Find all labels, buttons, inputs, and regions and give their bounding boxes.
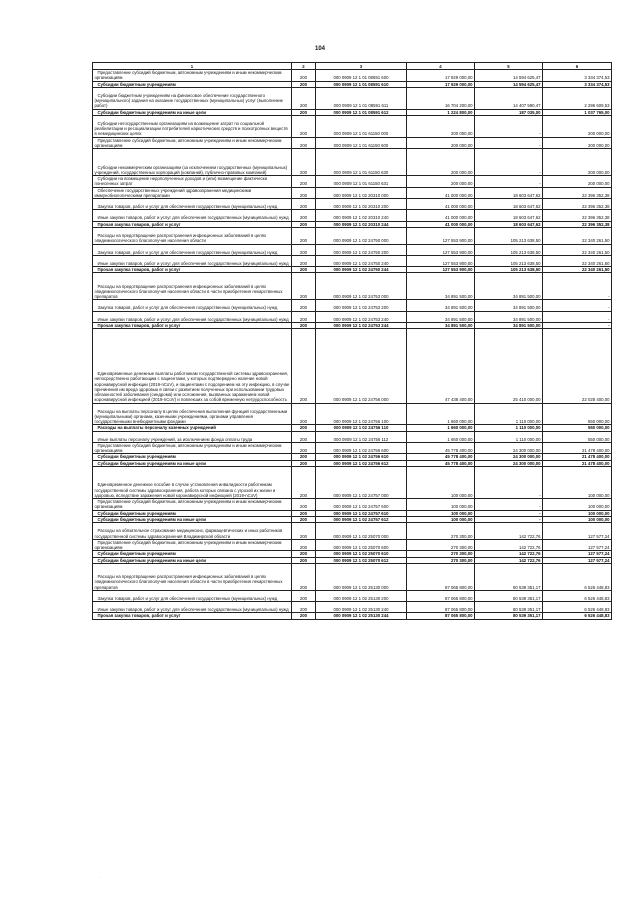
budget-code-cell: 000 0909 12 1 02 24753 000: [316, 273, 407, 300]
budget-code-cell: 000 0909 12 1 02 20310 200: [316, 199, 407, 210]
page-number: 104: [314, 46, 325, 52]
column-header: 6: [543, 63, 612, 70]
assigned-amount-cell: 270 300,00: [407, 557, 475, 563]
column-header: 1: [93, 63, 292, 70]
row-code-cell: 200: [292, 176, 316, 188]
row-code-cell: 200: [292, 187, 316, 199]
table-row: [93, 255, 612, 266]
unexecuted-amount-cell: 100 000,00: [543, 516, 612, 522]
assigned-amount-cell: 47 438 400,00: [407, 329, 475, 403]
row-name-cell: Прочая закупка товаров, работ и услуг: [93, 267, 292, 273]
executed-amount-cell: 142 722,76: [475, 557, 543, 563]
unexecuted-amount-cell: 22 396 352,38: [543, 199, 612, 210]
budget-code-cell: 000 0909 12 1 02 25130 000: [316, 563, 407, 590]
table-row: [93, 227, 612, 244]
table-row: [93, 300, 612, 311]
unexecuted-amount-cell: 100 000,00: [543, 499, 612, 511]
budget-code-cell: 000 0909 12 1 01 61150 631: [316, 176, 407, 188]
assigned-amount-cell: 17 929 000,00: [407, 70, 475, 82]
unexecuted-amount-cell: 200 000,00: [543, 149, 612, 176]
assigned-amount-cell: 100 000,00: [407, 499, 475, 511]
assigned-amount-cell: 17 929 000,00: [407, 81, 475, 87]
assigned-amount-cell: 87 065 800,00: [407, 590, 475, 601]
unexecuted-amount-cell: -: [543, 273, 612, 300]
executed-amount-cell: 142 722,76: [475, 551, 543, 557]
table-row: [93, 403, 612, 425]
row-code-cell: 200: [292, 539, 316, 551]
assigned-amount-cell: 200 000,00: [407, 176, 475, 188]
assigned-amount-cell: 270 300,00: [407, 539, 475, 551]
budget-code-cell: 000 0909 12 1 02 25070 612: [316, 557, 407, 563]
budget-code-cell: 000 0909 12 1 02 24756 600: [316, 442, 407, 454]
table-row: [93, 557, 612, 563]
executed-amount-cell: 14 594 625,47: [475, 70, 543, 82]
table-row: [93, 590, 612, 601]
budget-code-cell: 000 0909 12 1 02 24756 100: [316, 403, 407, 425]
unexecuted-amount-cell: 22 340 261,50: [543, 267, 612, 273]
budget-code-cell: 000 0909 12 1 02 24750 240: [316, 255, 407, 266]
row-name-cell: Иные выплаты персоналу учреждений, за исключением фонда оплаты труда: [93, 431, 292, 442]
row-name-cell: Предоставление субсидий бюджетным, автономным учреждениям и иным некоммерческим организациям: [93, 70, 292, 82]
row-name-cell: Иные закупки товаров, работ и услуг для обеспечения государственных (муниципальных) нужд: [93, 255, 292, 266]
unexecuted-amount-cell: 2 296 609,53: [543, 87, 612, 109]
row-name-cell: Субсидии бюджетным учреждениям: [93, 551, 292, 557]
budget-code-cell: 000 0909 12 1 02 24753 240: [316, 311, 407, 322]
assigned-amount-cell: 45 778 400,00: [407, 460, 475, 466]
executed-amount-cell: -: [475, 115, 543, 137]
column-header: 4: [407, 63, 475, 70]
column-header: 2: [292, 63, 316, 70]
table-row: [93, 551, 612, 557]
assigned-amount-cell: 41 000 000,00: [407, 210, 475, 221]
unexecuted-amount-cell: 100 000,00: [543, 466, 612, 498]
row-code-cell: 200: [292, 81, 316, 87]
budget-code-cell: 000 0909 12 1 02 24756 610: [316, 454, 407, 460]
executed-amount-cell: 1 110 000,00: [475, 425, 543, 431]
row-name-cell: Субсидии бюджетным учреждениям на иные цели: [93, 460, 292, 466]
table-row: [93, 109, 612, 115]
row-code-cell: 200: [292, 311, 316, 322]
table-row: [93, 323, 612, 329]
table-row: [93, 115, 612, 137]
row-name-cell: Закупка товаров, работ и услуг для обеспечения государственных (муниципальных) нужд: [93, 590, 292, 601]
unexecuted-amount-cell: 21 478 400,00: [543, 454, 612, 460]
row-code-cell: 200: [292, 613, 316, 619]
row-code-cell: 200: [292, 499, 316, 511]
budget-code-cell: 000 0909 12 1 02 24753 244: [316, 323, 407, 329]
budget-code-cell: 000 0909 12 1 02 20310 244: [316, 221, 407, 227]
budget-code-cell: 000 0909 12 1 01 08591 611: [316, 87, 407, 109]
assigned-amount-cell: 1 224 800,00: [407, 109, 475, 115]
row-code-cell: 200: [292, 255, 316, 266]
row-name-cell: Расходы на обязательное страхование медицинских, фармацевтических и иных работников государственной системы здравоохранения Владимирской области: [93, 523, 292, 540]
table-body: [93, 70, 612, 620]
executed-amount-cell: 187 035,00: [475, 109, 543, 115]
assigned-amount-cell: 41 000 000,00: [407, 199, 475, 210]
unexecuted-amount-cell: 21 478 400,00: [543, 442, 612, 454]
table-row: [93, 311, 612, 322]
assigned-amount-cell: 45 778 400,00: [407, 442, 475, 454]
budget-code-cell: 000 0909 12 1 01 61150 600: [316, 137, 407, 149]
unexecuted-amount-cell: 6 526 448,83: [543, 563, 612, 590]
table-row: [93, 210, 612, 221]
row-code-cell: 200: [292, 199, 316, 210]
row-code-cell: 200: [292, 466, 316, 498]
executed-amount-cell: 1 110 000,00: [475, 403, 543, 425]
budget-code-cell: 000 0909 12 1 02 20310 240: [316, 210, 407, 221]
table-row: [93, 149, 612, 176]
row-name-cell: Предоставление субсидий бюджетным, автономным учреждениям и иным некоммерческим организациям: [93, 539, 292, 551]
table-row: [93, 454, 612, 460]
row-code-cell: 200: [292, 221, 316, 227]
row-name-cell: Прочая закупка товаров, работ и услуг: [93, 323, 292, 329]
assigned-amount-cell: 1 660 000,00: [407, 403, 475, 425]
assigned-amount-cell: 127 553 900,00: [407, 255, 475, 266]
unexecuted-amount-cell: 22 340 261,50: [543, 227, 612, 244]
unexecuted-amount-cell: 200 000,00: [543, 137, 612, 149]
budget-code-cell: 000 0909 12 1 01 61150 000: [316, 115, 407, 137]
row-name-cell: Субсидии бюджетным учреждениям: [93, 81, 292, 87]
table-row: [93, 221, 612, 227]
table-row: [93, 273, 612, 300]
budget-code-cell: 000 0909 12 1 01 08591 610: [316, 81, 407, 87]
budget-code-cell: 000 0909 12 1 02 24756 110: [316, 425, 407, 431]
row-code-cell: 200: [292, 244, 316, 255]
table-row: [93, 539, 612, 551]
unexecuted-amount-cell: 22 396 352,38: [543, 221, 612, 227]
budget-code-cell: 000 0909 12 1 02 24756 112: [316, 431, 407, 442]
executed-amount-cell: 34 891 500,00: [475, 323, 543, 329]
assigned-amount-cell: 100 000,00: [407, 510, 475, 516]
assigned-amount-cell: 34 891 500,00: [407, 273, 475, 300]
table-row: [93, 199, 612, 210]
row-name-cell: Расходы на предотвращение распространения инфекционных заболеваний в целях эпидемиологического благополучия населения области: [93, 227, 292, 244]
unexecuted-amount-cell: 100 000,00: [543, 510, 612, 516]
assigned-amount-cell: 16 704 200,00: [407, 87, 475, 109]
executed-amount-cell: 18 603 647,62: [475, 210, 543, 221]
table-row: [93, 499, 612, 511]
budget-code-cell: 000 0909 12 1 02 25070 610: [316, 551, 407, 557]
row-code-cell: 200: [292, 70, 316, 82]
assigned-amount-cell: 127 553 900,00: [407, 227, 475, 244]
row-name-cell: Субсидии на возмещение недополученных доходов и (или) возмещение фактически понесенных затрат: [93, 176, 292, 188]
executed-amount-cell: 105 213 638,50: [475, 244, 543, 255]
unexecuted-amount-cell: 200 000,00: [543, 115, 612, 137]
assigned-amount-cell: 45 778 400,00: [407, 454, 475, 460]
unexecuted-amount-cell: 6 526 448,83: [543, 590, 612, 601]
executed-amount-cell: 18 603 647,62: [475, 187, 543, 199]
budget-code-cell: 000 0909 12 1 02 25130 244: [316, 613, 407, 619]
budget-code-cell: 000 0909 12 1 02 24750 000: [316, 227, 407, 244]
assigned-amount-cell: 87 065 800,00: [407, 613, 475, 619]
unexecuted-amount-cell: -: [543, 300, 612, 311]
row-name-cell: Субсидии бюджетным учреждениям: [93, 454, 292, 460]
unexecuted-amount-cell: -: [543, 311, 612, 322]
executed-amount-cell: 80 539 351,17: [475, 613, 543, 619]
executed-amount-cell: 105 213 638,50: [475, 267, 543, 273]
table-row: [93, 176, 612, 188]
executed-amount-cell: 24 300 000,00: [475, 460, 543, 466]
row-code-cell: 200: [292, 300, 316, 311]
row-name-cell: Расходы на выплаты персоналу казенных учреждений: [93, 425, 292, 431]
row-code-cell: 200: [292, 87, 316, 109]
unexecuted-amount-cell: 1 037 765,00: [543, 109, 612, 115]
budget-code-cell: 000 0909 12 1 02 25130 240: [316, 602, 407, 613]
row-name-cell: Субсидии некоммерческим организациям (за исключением государственных (муниципальных) учреждений, государственных корпораций (компаний), публично-правовых компаний): [93, 149, 292, 176]
executed-amount-cell: 80 539 351,17: [475, 590, 543, 601]
corner-mark: .: [100, 874, 102, 879]
executed-amount-cell: 105 213 638,50: [475, 255, 543, 266]
executed-amount-cell: 1 110 000,00: [475, 431, 543, 442]
budget-code-cell: 000 0909 12 1 02 24756 612: [316, 460, 407, 466]
row-code-cell: 200: [292, 454, 316, 460]
row-name-cell: Иные закупки товаров, работ и услуг для обеспечения государственных (муниципальных) нужд: [93, 602, 292, 613]
unexecuted-amount-cell: 127 577,24: [543, 557, 612, 563]
row-name-cell: Расходы на выплаты персоналу в целях обеспечения выполнения функций государственными (муниципальными) органами, казенными учреждениями, органами управления государственными внебюджетными фондами: [93, 403, 292, 425]
executed-amount-cell: -: [475, 499, 543, 511]
executed-amount-cell: 142 722,76: [475, 539, 543, 551]
assigned-amount-cell: 41 000 000,00: [407, 187, 475, 199]
table-row: [93, 523, 612, 540]
unexecuted-amount-cell: 200 000,00: [543, 176, 612, 188]
row-code-cell: 200: [292, 329, 316, 403]
unexecuted-amount-cell: 550 000,00: [543, 425, 612, 431]
budget-code-cell: 000 0909 12 1 01 61150 630: [316, 149, 407, 176]
row-name-cell: Предоставление субсидий бюджетным, автономным учреждениям и иным некоммерческим организациям: [93, 137, 292, 149]
table-row: [93, 602, 612, 613]
assigned-amount-cell: 1 660 000,00: [407, 425, 475, 431]
unexecuted-amount-cell: 3 334 374,53: [543, 81, 612, 87]
row-name-cell: Прочая закупка товаров, работ и услуг: [93, 613, 292, 619]
row-name-cell: Субсидии негосударственным организациям на возмещение затрат по социальной реабилитации и ресоциализации потребителей наркотических средств и психотропных веществ в немедицинских целях: [93, 115, 292, 137]
executed-amount-cell: 14 594 625,47: [475, 81, 543, 87]
budget-code-cell: 000 0909 12 1 02 24756 000: [316, 329, 407, 403]
row-code-cell: 200: [292, 115, 316, 137]
row-name-cell: Единовременное денежное пособие в случае установления инвалидности работникам государственной системы здравоохранения, работа которых связана с угрозой их жизни и здоровью, вследствие заражения новой коронавирусной инфекцией (2019-nCoV): [93, 466, 292, 498]
row-code-cell: 200: [292, 137, 316, 149]
assigned-amount-cell: 200 000,00: [407, 137, 475, 149]
executed-amount-cell: -: [475, 510, 543, 516]
row-name-cell: Расходы на предотвращение распространения инфекционных заболеваний в целях эпидемиологического благополучия населения области в части приобретения лекарственных препаратов: [93, 273, 292, 300]
row-name-cell: Прочая закупка товаров, работ и услуг: [93, 221, 292, 227]
row-code-cell: 200: [292, 590, 316, 601]
unexecuted-amount-cell: 3 334 374,53: [543, 70, 612, 82]
row-name-cell: Расходы на предотвращение распространения инфекционных заболеваний в целях эпидемиологического благополучия населения области в части приобретения лекарственных препаратов: [93, 563, 292, 590]
assigned-amount-cell: 87 065 800,00: [407, 563, 475, 590]
budget-code-cell: 000 0909 12 1 02 24757 000: [316, 466, 407, 498]
row-code-cell: 200: [292, 563, 316, 590]
row-name-cell: Иные закупки товаров, работ и услуг для обеспечения государственных (муниципальных) нужд: [93, 311, 292, 322]
budget-code-cell: 000 0909 12 1 02 24757 612: [316, 516, 407, 522]
unexecuted-amount-cell: 22 028 400,00: [543, 329, 612, 403]
row-code-cell: 200: [292, 210, 316, 221]
budget-code-cell: 000 0909 12 1 02 24750 244: [316, 267, 407, 273]
table-row: [93, 442, 612, 454]
executed-amount-cell: 142 722,76: [475, 523, 543, 540]
unexecuted-amount-cell: 550 000,00: [543, 431, 612, 442]
executed-amount-cell: 105 213 638,50: [475, 227, 543, 244]
budget-code-cell: 000 0909 12 1 02 20310 000: [316, 187, 407, 199]
unexecuted-amount-cell: 127 577,24: [543, 539, 612, 551]
assigned-amount-cell: 127 553 900,00: [407, 267, 475, 273]
row-name-cell: Предоставление субсидий бюджетным, автономным учреждениям и иным некоммерческим организациям: [93, 499, 292, 511]
executed-amount-cell: 18 603 647,62: [475, 221, 543, 227]
executed-amount-cell: 34 891 500,00: [475, 311, 543, 322]
unexecuted-amount-cell: 22 340 261,50: [543, 244, 612, 255]
unexecuted-amount-cell: 21 478 400,00: [543, 460, 612, 466]
assigned-amount-cell: 34 891 500,00: [407, 300, 475, 311]
table-row: [93, 460, 612, 466]
executed-amount-cell: -: [475, 137, 543, 149]
row-code-cell: 200: [292, 442, 316, 454]
budget-code-cell: 000 0909 12 1 02 24750 200: [316, 244, 407, 255]
budget-code-cell: 000 0909 12 1 02 25070 000: [316, 523, 407, 540]
assigned-amount-cell: 34 891 500,00: [407, 311, 475, 322]
assigned-amount-cell: 34 891 500,00: [407, 323, 475, 329]
table-row: [93, 244, 612, 255]
executed-amount-cell: 24 300 000,00: [475, 442, 543, 454]
row-code-cell: 200: [292, 425, 316, 431]
column-header: 3: [316, 63, 407, 70]
row-code-cell: 200: [292, 227, 316, 244]
row-name-cell: Субсидии бюджетным учреждениям на иные цели: [93, 109, 292, 115]
table-row: [93, 187, 612, 199]
table-row: [93, 329, 612, 403]
assigned-amount-cell: 1 660 000,00: [407, 431, 475, 442]
budget-execution-table: [92, 62, 612, 620]
table-row: [93, 425, 612, 431]
table-row: [93, 81, 612, 87]
row-code-cell: 200: [292, 109, 316, 115]
executed-amount-cell: -: [475, 466, 543, 498]
unexecuted-amount-cell: 6 526 448,83: [543, 602, 612, 613]
executed-amount-cell: 34 891 500,00: [475, 300, 543, 311]
row-name-cell: Субсидии бюджетным учреждениям: [93, 510, 292, 516]
row-code-cell: 200: [292, 323, 316, 329]
unexecuted-amount-cell: 22 396 352,38: [543, 187, 612, 199]
unexecuted-amount-cell: 22 396 352,38: [543, 210, 612, 221]
row-name-cell: Иные закупки товаров, работ и услуг для обеспечения государственных (муниципальных) нужд: [93, 210, 292, 221]
assigned-amount-cell: 200 000,00: [407, 149, 475, 176]
executed-amount-cell: 80 539 351,17: [475, 602, 543, 613]
executed-amount-cell: 34 891 500,00: [475, 273, 543, 300]
row-code-cell: 200: [292, 523, 316, 540]
row-code-cell: 200: [292, 557, 316, 563]
executed-amount-cell: 80 539 351,17: [475, 563, 543, 590]
assigned-amount-cell: 87 065 800,00: [407, 602, 475, 613]
table-row: [93, 431, 612, 442]
unexecuted-amount-cell: 127 577,24: [543, 523, 612, 540]
table-header-row: [93, 63, 612, 70]
assigned-amount-cell: 41 000 000,00: [407, 221, 475, 227]
unexecuted-amount-cell: -: [543, 323, 612, 329]
budget-code-cell: 000 0909 12 1 01 08591 600: [316, 70, 407, 82]
row-code-cell: 200: [292, 460, 316, 466]
table-row: [93, 70, 612, 82]
row-code-cell: 200: [292, 516, 316, 522]
budget-code-cell: 000 0909 12 1 02 25130 200: [316, 590, 407, 601]
budget-code-cell: 000 0909 12 1 02 24753 200: [316, 300, 407, 311]
executed-amount-cell: 25 410 000,00: [475, 329, 543, 403]
budget-code-cell: 000 0909 12 1 02 25070 600: [316, 539, 407, 551]
assigned-amount-cell: 127 553 900,00: [407, 244, 475, 255]
row-code-cell: 200: [292, 431, 316, 442]
assigned-amount-cell: 100 000,00: [407, 516, 475, 522]
column-header: 5: [475, 63, 543, 70]
unexecuted-amount-cell: 127 577,24: [543, 551, 612, 557]
row-name-cell: Субсидии бюджетным учреждениям на финансовое обеспечение государственного (муниципального) задания на оказание государственных (муниципальных) услуг (выполнение работ): [93, 87, 292, 109]
assigned-amount-cell: 270 300,00: [407, 551, 475, 557]
assigned-amount-cell: 270 300,00: [407, 523, 475, 540]
row-code-cell: 200: [292, 149, 316, 176]
budget-code-cell: 000 0909 12 1 02 24757 610: [316, 510, 407, 516]
table-row: [93, 267, 612, 273]
row-code-cell: 200: [292, 510, 316, 516]
row-code-cell: 200: [292, 273, 316, 300]
row-name-cell: Закупка товаров, работ и услуг для обеспечения государственных (муниципальных) нужд: [93, 244, 292, 255]
executed-amount-cell: -: [475, 149, 543, 176]
row-code-cell: 200: [292, 551, 316, 557]
executed-amount-cell: -: [475, 176, 543, 188]
unexecuted-amount-cell: 22 340 261,50: [543, 255, 612, 266]
assigned-amount-cell: 200 000,00: [407, 115, 475, 137]
row-name-cell: Субсидии бюджетным учреждениям на иные цели: [93, 557, 292, 563]
unexecuted-amount-cell: 550 000,00: [543, 403, 612, 425]
row-name-cell: Субсидии бюджетным учреждениям на иные цели: [93, 516, 292, 522]
executed-amount-cell: 24 300 000,00: [475, 454, 543, 460]
assigned-amount-cell: 100 000,00: [407, 466, 475, 498]
table-row: [93, 613, 612, 619]
table-row: [93, 563, 612, 590]
unexecuted-amount-cell: 6 526 448,83: [543, 613, 612, 619]
executed-amount-cell: 14 407 590,47: [475, 87, 543, 109]
table-row: [93, 87, 612, 109]
row-code-cell: 200: [292, 602, 316, 613]
row-name-cell: Закупка товаров, работ и услуг для обеспечения государственных (муниципальных) нужд: [93, 300, 292, 311]
executed-amount-cell: -: [475, 516, 543, 522]
row-name-cell: Закупка товаров, работ и услуг для обеспечения государственных (муниципальных) нужд: [93, 199, 292, 210]
budget-code-cell: 000 0909 12 1 01 08591 612: [316, 109, 407, 115]
row-name-cell: Обеспечение государственных учреждений здравоохранения медицинскими иммунобиологическими препаратами: [93, 187, 292, 199]
budget-code-cell: 000 0909 12 1 02 24757 600: [316, 499, 407, 511]
row-code-cell: 200: [292, 267, 316, 273]
row-name-cell: Предоставление субсидий бюджетным, автономным учреждениям и иным некоммерческим организациям: [93, 442, 292, 454]
row-code-cell: 200: [292, 403, 316, 425]
table-row: [93, 137, 612, 149]
table-row: [93, 466, 612, 498]
executed-amount-cell: 18 603 647,62: [475, 199, 543, 210]
row-name-cell: Единовременные денежные выплаты работникам государственной системы здравоохранения, непосредственно работающим с пациентами, у которых подтверждено наличие новой коронавирусной инфекции (2019-nCoV), и пациентами с подозрением на эту инфекцию, в случае причинения им вреда здоровью в связи с развитием полученных при использовании трудовых обязанностей заболевания (синдрома) или осложнения, вызванных заражением новой коронавирусной инфекцией (2019-nCoV) и повлекших за собой временную нетрудоспособность: [93, 329, 292, 403]
